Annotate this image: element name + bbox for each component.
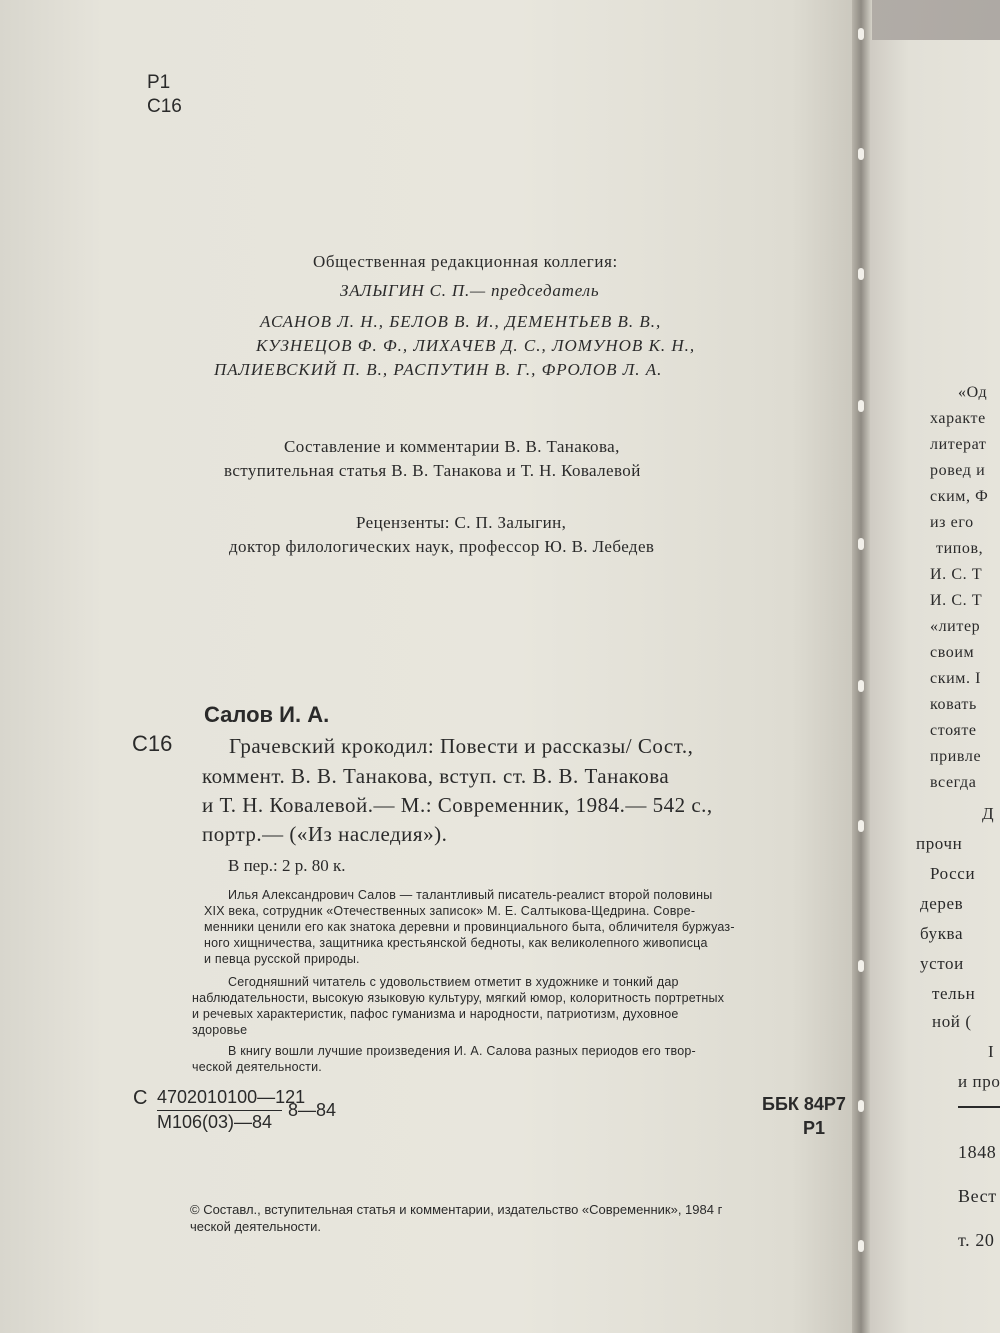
right-page-line: устои (920, 954, 964, 973)
catalog-price: В пер.: 2 р. 80 к. (228, 856, 346, 875)
annotation-line: ного хищничества, защитника крестьянской бедноты, как великолепного живописца (204, 936, 708, 950)
catalog-code: С16 (132, 731, 173, 756)
annotation-line: и певца русской природы. (204, 952, 360, 966)
right-page-line: прочн (916, 834, 963, 853)
copyright-line: ческой деятельности. (190, 1219, 321, 1234)
right-page-line: Д (982, 804, 995, 823)
right-page-line: ной ( (932, 1012, 972, 1031)
binding-stitch (858, 28, 864, 40)
right-page-line: «литер (930, 618, 981, 635)
catalog-description-line: портр.— («Из наследия»). (202, 822, 448, 846)
bbk-code: ББК 84Р7 (762, 1094, 846, 1114)
annotation-line: наблюдательности, высокую языковую культуру, мягкий юмор, колоритность портретных (192, 991, 725, 1005)
annotation-line: Сегодняшний читатель с удовольствием отметит в художнике и тонкий дар (228, 975, 679, 989)
annotation-line: ческой деятельности. (192, 1060, 322, 1074)
board-members-line: ПАЛИЕВСКИЙ П. В., РАСПУТИН В. Г., ФРОЛОВ Л. А. (214, 360, 663, 379)
bbk-subcode: Р1 (803, 1118, 826, 1138)
right-page-line: ровед и (930, 462, 986, 479)
catalog-author: Салов И. А. (204, 702, 330, 727)
board-members-line: АСАНОВ Л. Н., БЕЛОВ В. И., ДЕМЕНТЬЕВ В. В., (260, 312, 662, 331)
board-members-line: КУЗНЕЦОВ Ф. Ф., ЛИХАЧЕВ Д. С., ЛОМУНОВ К. Н., (256, 336, 696, 355)
right-page (870, 40, 1000, 1333)
annotation-line: здоровье (192, 1023, 248, 1037)
isbn-letter: С (133, 1087, 148, 1109)
isbn-fraction-line (157, 1110, 282, 1111)
annotation-line: и речевых характеристик, пафос гуманизма и народности, патриотизм, духовное (192, 1007, 679, 1021)
copyright-line: © Составл., вступительная статья и комментарии, издательство «Современник», 1984 г (190, 1202, 723, 1217)
binding-stitch (858, 960, 864, 972)
right-page-line: привле (930, 748, 982, 765)
right-page-line: тельн (932, 984, 976, 1003)
right-page-line: I (988, 1042, 995, 1061)
right-page-line: буква (920, 924, 964, 943)
catalog-description-line: и Т. Н. Ковалевой.— М.: Современник, 1984.— 542 с., (202, 793, 713, 817)
catalog-description-line: Грачевский крокодил: Повести и рассказы/ Сост., (229, 734, 694, 758)
annotation-line: менники ценили его как знатока деревни и провинциального быта, обличителя буржуаз- (204, 920, 735, 934)
binding-stitch (858, 538, 864, 550)
right-page-line: и про (958, 1072, 1000, 1091)
right-page-line: И. С. Т (930, 566, 983, 583)
right-page-line: И. С. Т (930, 592, 983, 609)
catalog-description-line: коммент. В. В. Танакова, вступ. ст. В. В. Танакова (202, 764, 670, 788)
board-chairman: ЗАЛЫГИН С. П.— председатель (340, 281, 600, 300)
binding-stitch (858, 820, 864, 832)
library-code: Р1 (147, 72, 171, 93)
compilation-credit: вступительная статья В. В. Танакова и Т. Н. Ковалевой (224, 461, 641, 480)
annotation-line: XIX века, сотрудник «Отечественных записок» М. Е. Салтыкова-Щедрина. Совре- (204, 904, 696, 918)
right-page-line: т. 20 (958, 1230, 995, 1250)
isbn-denominator: М106(03)—84 (157, 1112, 273, 1132)
right-page-line: «Од (958, 384, 988, 401)
right-page-line: ским, Ф (930, 488, 989, 505)
isbn-numerator: 4702010100—121 (157, 1087, 306, 1107)
author-sign: С16 (147, 96, 182, 117)
annotation-line: Илья Александрович Салов — талантливый писатель-реалист второй половины (228, 888, 713, 902)
isbn-tail: 8—84 (288, 1100, 337, 1120)
board-heading: Общественная редакционная коллегия: (313, 252, 618, 271)
rule-line (958, 1106, 1000, 1108)
reviewers-credit: доктор филологических наук, профессор Ю. В. Лебедев (229, 537, 655, 556)
binding-stitch (858, 268, 864, 280)
right-page-line: литерат (930, 436, 987, 453)
compilation-credit: Составление и комментарии В. В. Танакова, (284, 437, 620, 456)
binding-stitch (858, 1100, 864, 1112)
binding-stitch (858, 400, 864, 412)
right-page-line: 1848 (958, 1142, 997, 1162)
annotation-line: В книгу вошли лучшие произведения И. А. Салова разных периодов его твор- (228, 1044, 696, 1058)
right-page-line: своим (930, 644, 975, 661)
binding-stitch (858, 1240, 864, 1252)
right-page-line: дерев (920, 894, 964, 913)
binding-stitch (858, 680, 864, 692)
binding-stitch (858, 148, 864, 160)
right-page-line: типов, (936, 540, 984, 557)
right-page-line: всегда (930, 774, 977, 791)
right-page-line: ским. I (930, 670, 982, 687)
right-page-line: ковать (930, 696, 977, 713)
right-page-line: Вест (958, 1186, 997, 1206)
right-page-line: Росси (930, 864, 976, 883)
right-page-line: характе (930, 410, 986, 427)
reviewers-credit: Рецензенты: С. П. Залыгин, (356, 513, 567, 532)
right-page-line: из его (930, 514, 974, 531)
right-page-line: стояте (930, 722, 977, 739)
book-gutter (852, 0, 872, 1333)
